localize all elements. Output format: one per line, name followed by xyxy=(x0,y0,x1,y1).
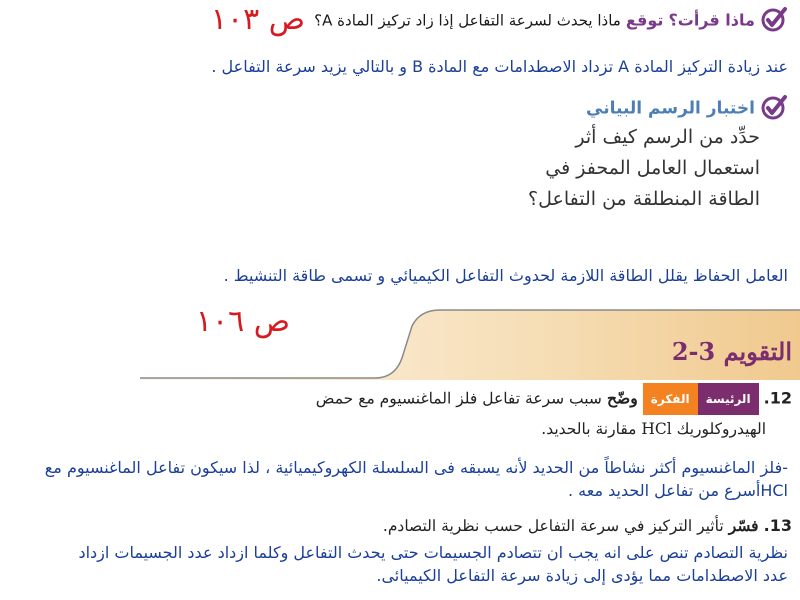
reading-check-question: ماذا يحدث لسرعة التفاعل إذا زاد تركيز المادة A؟ xyxy=(314,11,621,30)
checkmark-icon xyxy=(760,94,788,124)
answer-12-line1: -فلز الماغنسيوم أكثر نشاطاً من الحديد لأنه يسبقه فى السلسلة الكهروكيميائية ، لذا سيكون تفاعل الماغنسيوم مع xyxy=(44,458,788,477)
checkmark-icon xyxy=(760,6,788,36)
question-13 xyxy=(292,514,792,538)
graph-check-question xyxy=(460,122,760,215)
question-12-number: 12. xyxy=(763,388,792,408)
page-ref-106: ص ١٠٦ xyxy=(195,304,290,339)
answer-13-line1: نظرية التصادم تنص على انه يجب ان تتصادم الجسيمات حتى يحدث التفاعل وكلما ازداد عدد الجسيمات ازداد xyxy=(78,543,788,562)
reading-check-row xyxy=(228,6,788,36)
page-ref-103: ص ١٠٣ xyxy=(210,2,305,37)
tag-main-idea: الفكرة xyxy=(643,383,698,415)
graph-line-2: استعمال العامل المحفز في xyxy=(545,157,760,179)
question-13-verb: فسّر xyxy=(728,516,759,535)
question-12-line2: الهيدروكلوريك HCl مقارنة بالحديد. xyxy=(541,420,766,438)
question-12 xyxy=(292,383,792,443)
answer-graph-check: العامل الحفاظ يقلل الطاقة اللازمة لحدوث التفاعل الكيميائي و تسمى طاقة التنشيط . xyxy=(223,266,788,285)
question-13-number: 13. xyxy=(763,516,792,535)
question-12-verb: وضّح xyxy=(607,388,638,408)
assessment-title: التقويم 3-2 xyxy=(671,337,792,366)
question-13-text: تأثير التركيز في سرعة التفاعل حسب نظرية التصادم. xyxy=(382,517,724,535)
question-12-line1: سبب سرعة تفاعل فلز الماغنسيوم مع حمض xyxy=(315,389,602,408)
graph-check-heading xyxy=(488,94,788,124)
graph-check-title: اختبار الرسم البياني xyxy=(586,98,755,119)
answer-12 xyxy=(8,456,788,502)
reading-check-label: ماذا قرأت؟ xyxy=(668,10,755,30)
predict-prompt: توقع xyxy=(625,10,664,30)
tag-main-idea-sub: الرئيسة xyxy=(698,383,759,415)
answer-13-line2: عدد الاصطدامات مما يؤدى إلى زيادة سرعة التفاعل الكيميائى. xyxy=(376,566,788,585)
graph-line-1: حدِّد من الرسم كيف أثر xyxy=(575,126,760,148)
answer-reading-check: عند زيادة التركيز المادة A تزداد الاصطدامات مع المادة B و بالتالي يزيد سرعة التفاعل . xyxy=(211,57,788,76)
graph-line-3: الطاقة المنطلقة من التفاعل؟ xyxy=(528,188,760,210)
answer-13 xyxy=(8,541,788,587)
answer-12-line2: HClأسرع من تفاعل الحديد معه . xyxy=(568,481,788,500)
